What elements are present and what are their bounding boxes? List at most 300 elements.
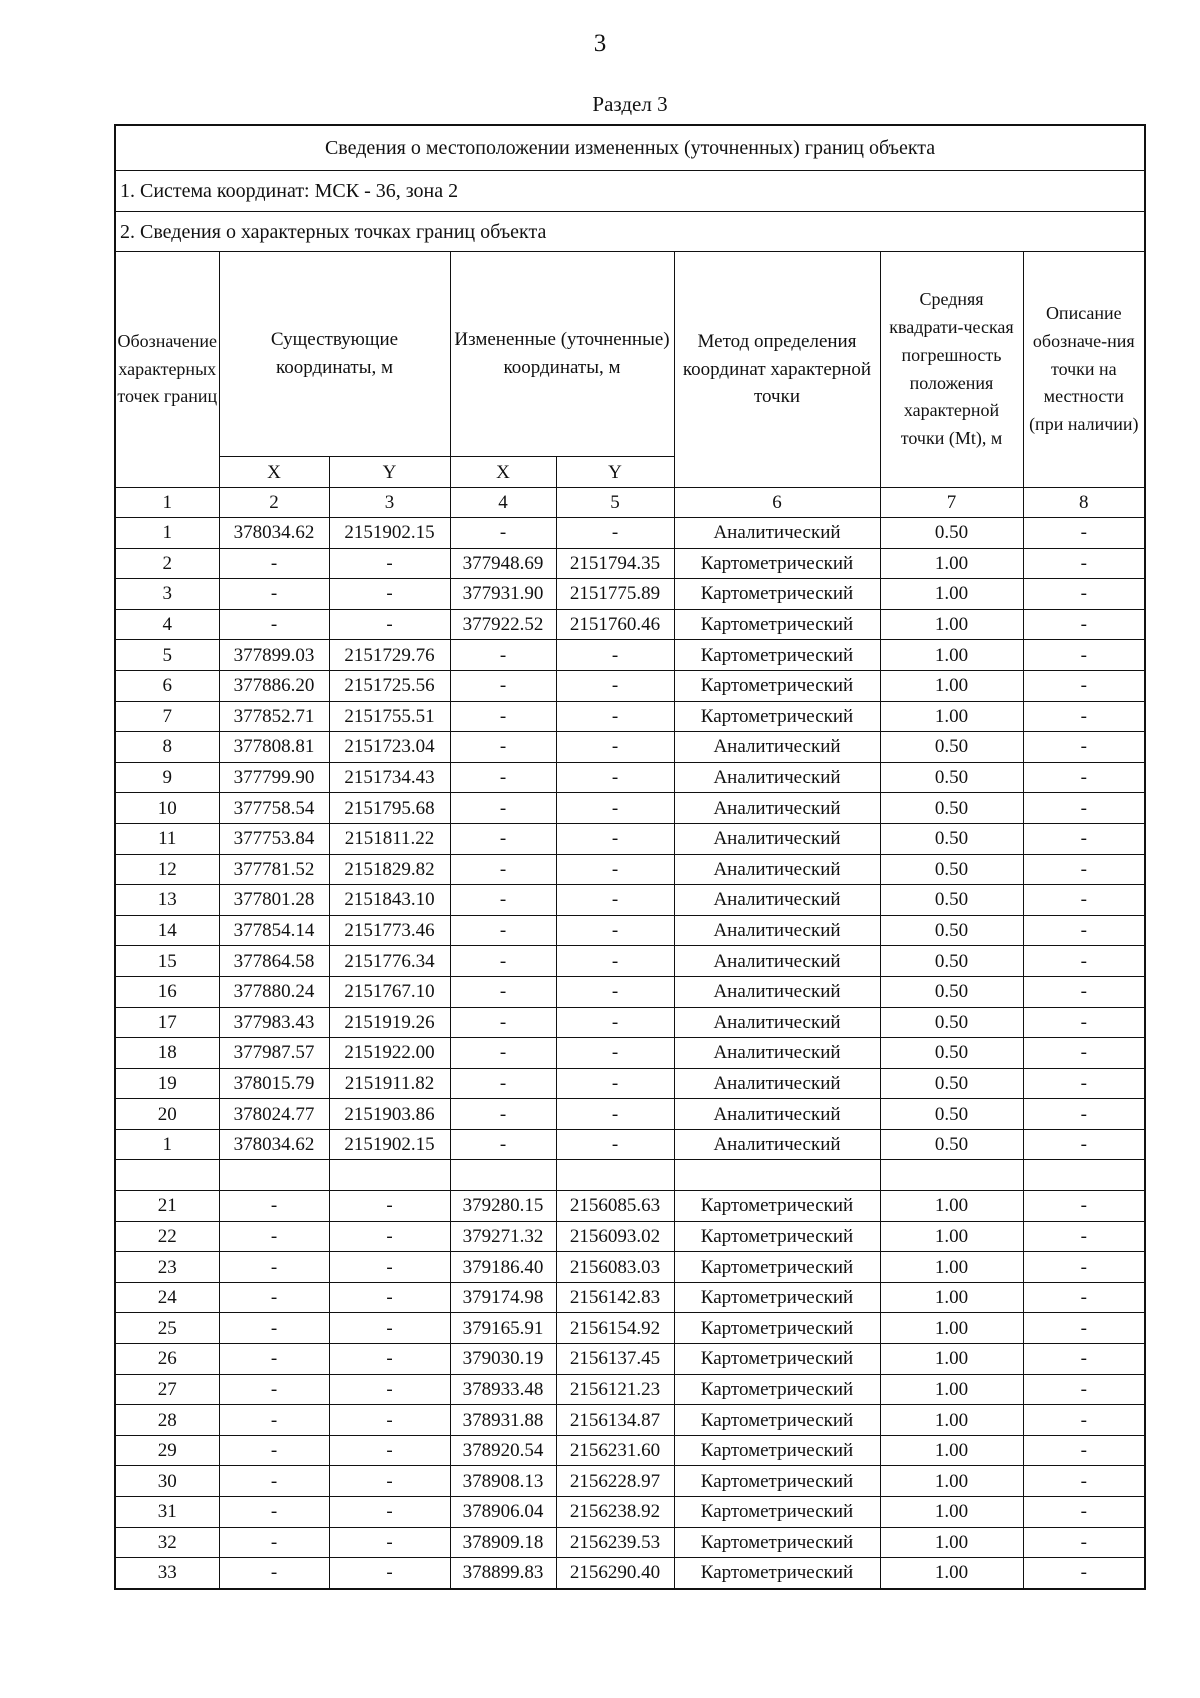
changed-y-cell: - [556,976,674,1007]
mse-cell: 0.50 [880,946,1023,977]
mse-cell: 0.50 [880,1129,1023,1160]
changed-x-cell: - [450,793,556,824]
mse-cell: 1.00 [880,579,1023,610]
description-cell: - [1023,1313,1145,1344]
mse-cell: 0.50 [880,1038,1023,1069]
mse-cell: 1.00 [880,1221,1023,1252]
mse-cell: 1.00 [880,1435,1023,1466]
header-changed-y: Y [556,457,674,488]
table-row [115,915,1145,946]
point-number-cell: 3 [115,579,219,610]
existing-x-cell: - [219,609,329,640]
changed-y-cell: 2151760.46 [556,609,674,640]
point-number-cell: 16 [115,976,219,1007]
description-cell: - [1023,915,1145,946]
table-row [115,762,1145,793]
changed-y-cell: - [556,640,674,671]
description-cell: - [1023,518,1145,549]
point-number-cell: 1 [115,1129,219,1160]
existing-x-cell: 377983.43 [219,1007,329,1038]
changed-y-cell: - [556,793,674,824]
point-number-cell: 5 [115,640,219,671]
existing-y-cell: - [329,1252,450,1283]
existing-x-cell: - [219,1497,329,1528]
mse-cell: 1.00 [880,670,1023,701]
points-info-row [115,212,1145,252]
existing-x-cell: 378024.77 [219,1099,329,1130]
table-row [115,1313,1145,1344]
table-row [115,1038,1145,1069]
table-row [115,793,1145,824]
existing-y-cell: - [329,609,450,640]
method-cell: Аналитический [674,885,880,916]
changed-y-cell: - [556,518,674,549]
changed-y-cell: 2156290.40 [556,1558,674,1589]
changed-x-cell: 378931.88 [450,1405,556,1436]
point-number-cell: 13 [115,885,219,916]
changed-x-cell: - [450,1007,556,1038]
description-cell: - [1023,1221,1145,1252]
table-title: Сведения о местоположении измененных (уточненных) границ объекта [115,125,1145,171]
changed-x-cell: - [450,1068,556,1099]
point-number-cell: 19 [115,1068,219,1099]
changed-y-cell: - [556,1038,674,1069]
point-number-cell: 12 [115,854,219,885]
point-number-cell: 9 [115,762,219,793]
existing-x-cell: 377852.71 [219,701,329,732]
mse-cell: 0.50 [880,762,1023,793]
changed-y-cell: 2156121.23 [556,1374,674,1405]
existing-x-cell: - [219,1191,329,1222]
point-number-cell [115,1160,219,1191]
changed-y-cell: - [556,854,674,885]
changed-y-cell: 2156239.53 [556,1527,674,1558]
changed-y-cell: - [556,762,674,793]
method-cell: Картометрический [674,1558,880,1589]
header-existing-coords: Существующие координаты, м [219,252,450,457]
existing-x-cell: 377854.14 [219,915,329,946]
changed-y-cell: 2156093.02 [556,1221,674,1252]
method-cell: Картометрический [674,640,880,671]
changed-x-cell: - [450,885,556,916]
changed-y-cell: 2156228.97 [556,1466,674,1497]
changed-y-cell: 2156083.03 [556,1252,674,1283]
changed-x-cell: - [450,701,556,732]
description-cell: - [1023,701,1145,732]
table-row [115,548,1145,579]
point-number-cell: 18 [115,1038,219,1069]
changed-y-cell: 2151794.35 [556,548,674,579]
point-number-cell: 14 [115,915,219,946]
point-number-cell: 10 [115,793,219,824]
description-cell: - [1023,1252,1145,1283]
existing-x-cell: 377758.54 [219,793,329,824]
mse-cell: 1.00 [880,1344,1023,1375]
coordinate-system-row [115,171,1145,212]
method-cell: Аналитический [674,915,880,946]
method-cell: Аналитический [674,1007,880,1038]
table-row [115,1466,1145,1497]
existing-y-cell: 2151755.51 [329,701,450,732]
changed-y-cell: - [556,1099,674,1130]
mse-cell: 1.00 [880,1252,1023,1283]
existing-y-cell: 2151919.26 [329,1007,450,1038]
method-cell: Аналитический [674,1129,880,1160]
description-cell: - [1023,823,1145,854]
method-cell: Картометрический [674,1313,880,1344]
section-title: Раздел 3 [592,92,668,116]
method-cell: Картометрический [674,701,880,732]
existing-y-cell: 2151902.15 [329,518,450,549]
existing-y-cell: 2151843.10 [329,885,450,916]
point-number-cell: 21 [115,1191,219,1222]
table-row [115,609,1145,640]
header-changed-coords: Измененные (уточненные) координаты, м [450,252,674,457]
mse-cell: 0.50 [880,1007,1023,1038]
existing-y-cell: - [329,1344,450,1375]
mse-cell: 1.00 [880,701,1023,732]
changed-x-cell: 378909.18 [450,1527,556,1558]
mse-cell: 0.50 [880,518,1023,549]
method-cell: Аналитический [674,732,880,763]
existing-x-cell: - [219,1282,329,1313]
column-number: 6 [674,488,880,518]
description-cell: - [1023,1405,1145,1436]
description-cell: - [1023,854,1145,885]
mse-cell: 1.00 [880,1374,1023,1405]
point-number-cell: 25 [115,1313,219,1344]
existing-x-cell: 377799.90 [219,762,329,793]
table-row [115,1527,1145,1558]
description-cell: - [1023,1282,1145,1313]
existing-x-cell: 377781.52 [219,854,329,885]
description-cell: - [1023,946,1145,977]
changed-x-cell: - [450,518,556,549]
changed-x-cell: - [450,946,556,977]
existing-x-cell: 377880.24 [219,976,329,1007]
changed-y-cell: 2156137.45 [556,1344,674,1375]
method-cell: Картометрический [674,1374,880,1405]
changed-y-cell: - [556,885,674,916]
changed-x-cell: 377948.69 [450,548,556,579]
table-row [115,518,1145,549]
changed-x-cell: 379030.19 [450,1344,556,1375]
existing-y-cell: 2151829.82 [329,854,450,885]
point-number-cell: 22 [115,1221,219,1252]
existing-y-cell: 2151729.76 [329,640,450,671]
column-number: 2 [219,488,329,518]
method-cell: Картометрический [674,609,880,640]
table-row [115,1435,1145,1466]
existing-y-cell: 2151922.00 [329,1038,450,1069]
description-cell: - [1023,548,1145,579]
description-cell: - [1023,1497,1145,1528]
changed-y-cell [556,1160,674,1191]
mse-cell: 0.50 [880,915,1023,946]
existing-x-cell: 377753.84 [219,823,329,854]
point-number-cell: 23 [115,1252,219,1283]
point-number-cell: 4 [115,609,219,640]
table-row [115,1374,1145,1405]
mse-cell: 1.00 [880,640,1023,671]
changed-x-cell: 378920.54 [450,1435,556,1466]
point-number-cell: 8 [115,732,219,763]
existing-x-cell: 377801.28 [219,885,329,916]
point-number-cell: 26 [115,1344,219,1375]
description-cell: - [1023,1466,1145,1497]
mse-cell: 1.00 [880,1282,1023,1313]
changed-x-cell [450,1160,556,1191]
existing-y-cell: - [329,579,450,610]
existing-x-cell: - [219,1435,329,1466]
changed-y-cell: - [556,701,674,732]
description-cell: - [1023,793,1145,824]
point-number-cell: 2 [115,548,219,579]
table-row [115,1344,1145,1375]
table-row [115,885,1145,916]
changed-x-cell: 377922.52 [450,609,556,640]
description-cell: - [1023,1374,1145,1405]
changed-y-cell: 2156085.63 [556,1191,674,1222]
header-point-designation: Обозначение характерных точек границ [115,252,219,488]
method-cell: Картометрический [674,1405,880,1436]
table-row [115,1282,1145,1313]
header-changed-x: X [450,457,556,488]
mse-cell: 0.50 [880,1068,1023,1099]
existing-x-cell: - [219,1344,329,1375]
existing-y-cell: 2151767.10 [329,976,450,1007]
existing-y-cell: - [329,548,450,579]
table-row [115,976,1145,1007]
existing-x-cell: 378034.62 [219,518,329,549]
existing-x-cell: 377864.58 [219,946,329,977]
method-cell [674,1160,880,1191]
existing-y-cell: - [329,1221,450,1252]
column-number: 8 [1023,488,1145,518]
header-mse: Средняя квадрати-ческая погрешность положения характерной точки (Mt), м [880,252,1023,488]
table-row [115,946,1145,977]
table-row [115,823,1145,854]
points-info: 2. Сведения о характерных точках границ объекта [115,212,1145,252]
existing-y-cell: 2151902.15 [329,1129,450,1160]
mse-cell: 0.50 [880,793,1023,824]
table-row [115,1191,1145,1222]
existing-y-cell: - [329,1374,450,1405]
description-cell: - [1023,640,1145,671]
table-title-row [115,125,1145,171]
changed-y-cell: - [556,670,674,701]
method-cell: Картометрический [674,1466,880,1497]
mse-cell: 0.50 [880,885,1023,916]
table-row [115,854,1145,885]
page-number: 3 [593,30,607,57]
description-cell: - [1023,1099,1145,1130]
point-number-cell: 28 [115,1405,219,1436]
existing-y-cell: - [329,1435,450,1466]
method-cell: Аналитический [674,762,880,793]
description-cell [1023,1160,1145,1191]
table-row [115,1497,1145,1528]
point-number-cell: 27 [115,1374,219,1405]
mse-cell: 1.00 [880,1497,1023,1528]
existing-y-cell: 2151734.43 [329,762,450,793]
changed-y-cell: - [556,732,674,763]
column-number: 5 [556,488,674,518]
description-cell: - [1023,1068,1145,1099]
description-cell: - [1023,1527,1145,1558]
existing-y-cell [329,1160,450,1191]
existing-y-cell: - [329,1405,450,1436]
point-number-cell: 6 [115,670,219,701]
method-cell: Аналитический [674,1099,880,1130]
column-number: 7 [880,488,1023,518]
existing-y-cell: 2151723.04 [329,732,450,763]
changed-x-cell: 378906.04 [450,1497,556,1528]
point-number-cell: 32 [115,1527,219,1558]
table-body [115,125,1145,1589]
method-cell: Картометрический [674,670,880,701]
table-row [115,1099,1145,1130]
existing-x-cell: - [219,1466,329,1497]
changed-x-cell: - [450,1038,556,1069]
changed-x-cell: - [450,823,556,854]
method-cell: Картометрический [674,1252,880,1283]
changed-x-cell: - [450,732,556,763]
existing-y-cell: - [329,1191,450,1222]
changed-y-cell: 2156238.92 [556,1497,674,1528]
changed-x-cell: 378908.13 [450,1466,556,1497]
changed-y-cell: - [556,1129,674,1160]
mse-cell: 0.50 [880,854,1023,885]
table-row [115,1405,1145,1436]
existing-x-cell: 378015.79 [219,1068,329,1099]
method-cell: Картометрический [674,548,880,579]
method-cell: Картометрический [674,1344,880,1375]
changed-x-cell: - [450,976,556,1007]
changed-x-cell: 379165.91 [450,1313,556,1344]
existing-y-cell: 2151811.22 [329,823,450,854]
method-cell: Картометрический [674,1221,880,1252]
table-row [115,1129,1145,1160]
table-row [115,1558,1145,1589]
mse-cell: 1.00 [880,1405,1023,1436]
existing-y-cell: - [329,1558,450,1589]
mse-cell: 0.50 [880,732,1023,763]
description-cell: - [1023,1558,1145,1589]
existing-x-cell: - [219,1527,329,1558]
point-number-cell: 11 [115,823,219,854]
table-row [115,1252,1145,1283]
header-existing-x: X [219,457,329,488]
header-existing-y: Y [329,457,450,488]
existing-y-cell: 2151776.34 [329,946,450,977]
coordinate-system: 1. Система координат: МСК - 36, зона 2 [115,171,1145,212]
mse-cell: 1.00 [880,609,1023,640]
method-cell: Аналитический [674,854,880,885]
boundary-points-table [114,124,1146,1590]
description-cell: - [1023,732,1145,763]
mse-cell: 1.00 [880,1191,1023,1222]
method-cell: Картометрический [674,1497,880,1528]
existing-x-cell: 377899.03 [219,640,329,671]
point-number-cell: 24 [115,1282,219,1313]
point-number-cell: 1 [115,518,219,549]
changed-y-cell: 2151775.89 [556,579,674,610]
mse-cell: 0.50 [880,1099,1023,1130]
method-cell: Картометрический [674,1282,880,1313]
existing-x-cell: 377886.20 [219,670,329,701]
mse-cell: 1.00 [880,1466,1023,1497]
method-cell: Аналитический [674,1068,880,1099]
description-cell: - [1023,1191,1145,1222]
changed-x-cell: 378933.48 [450,1374,556,1405]
table-row [115,732,1145,763]
header-method: Метод определения координат характерной точки [674,252,880,488]
existing-x-cell: - [219,1252,329,1283]
method-cell: Аналитический [674,976,880,1007]
changed-x-cell: - [450,762,556,793]
mse-cell: 0.50 [880,823,1023,854]
description-cell: - [1023,1435,1145,1466]
point-number-cell: 15 [115,946,219,977]
table-row [115,670,1145,701]
changed-x-cell: 379280.15 [450,1191,556,1222]
changed-x-cell: - [450,640,556,671]
existing-y-cell: 2151911.82 [329,1068,450,1099]
changed-x-cell: 377931.90 [450,579,556,610]
existing-x-cell: - [219,1221,329,1252]
column-number-row [115,488,1145,518]
table-row [115,1007,1145,1038]
method-cell: Картометрический [674,1527,880,1558]
existing-x-cell: - [219,1374,329,1405]
changed-y-cell: 2156134.87 [556,1405,674,1436]
description-cell: - [1023,885,1145,916]
changed-x-cell: - [450,915,556,946]
description-cell: - [1023,762,1145,793]
changed-y-cell: - [556,915,674,946]
description-cell: - [1023,1344,1145,1375]
existing-y-cell: - [329,1497,450,1528]
method-cell: Картометрический [674,579,880,610]
existing-y-cell: - [329,1527,450,1558]
mse-cell: 1.00 [880,548,1023,579]
existing-x-cell: 377987.57 [219,1038,329,1069]
description-cell: - [1023,1129,1145,1160]
changed-y-cell: - [556,823,674,854]
method-cell: Аналитический [674,518,880,549]
table-row [115,1068,1145,1099]
changed-x-cell: 379271.32 [450,1221,556,1252]
existing-x-cell: - [219,548,329,579]
changed-x-cell: - [450,1129,556,1160]
changed-y-cell: 2156154.92 [556,1313,674,1344]
point-number-cell: 33 [115,1558,219,1589]
table-row [115,701,1145,732]
existing-x-cell: - [219,1558,329,1589]
method-cell: Аналитический [674,1038,880,1069]
changed-y-cell: 2156231.60 [556,1435,674,1466]
header-description: Описание обозначе-ния точки на местности (при наличии) [1023,252,1145,488]
description-cell: - [1023,579,1145,610]
existing-y-cell: 2151903.86 [329,1099,450,1130]
method-cell: Картометрический [674,1191,880,1222]
changed-x-cell: 379186.40 [450,1252,556,1283]
changed-y-cell: - [556,946,674,977]
point-number-cell: 17 [115,1007,219,1038]
existing-x-cell: - [219,1405,329,1436]
changed-x-cell: - [450,670,556,701]
